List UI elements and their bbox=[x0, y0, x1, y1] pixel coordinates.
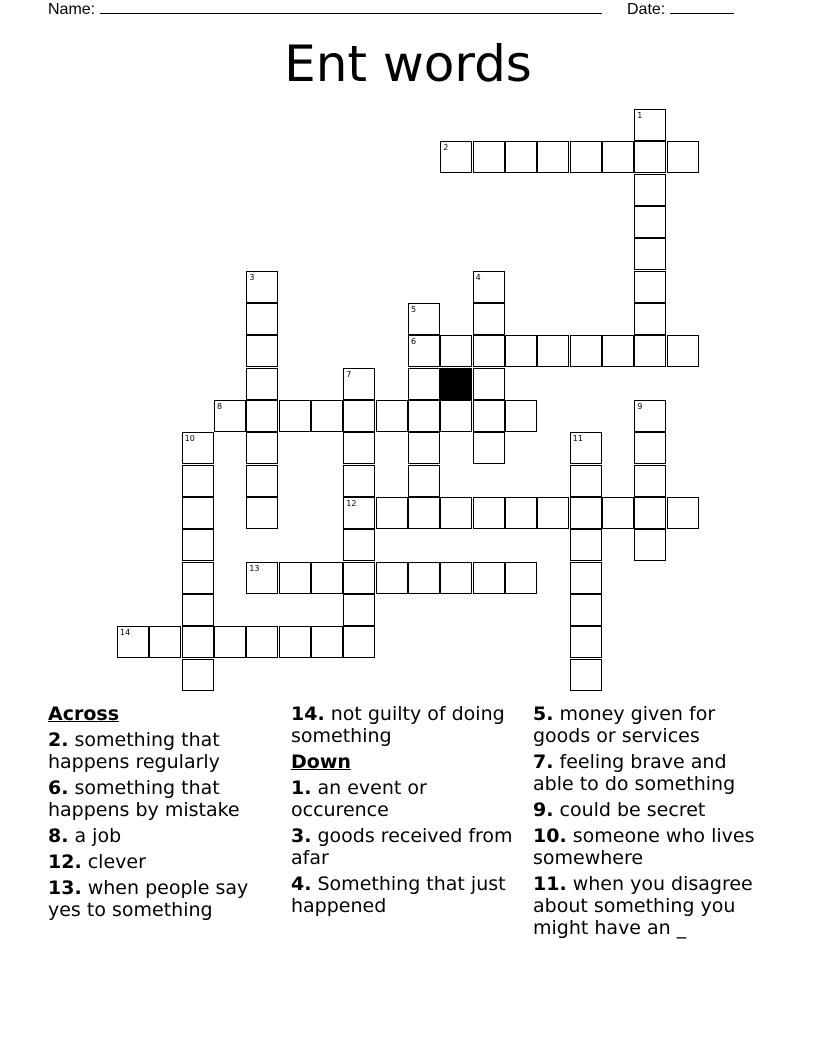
grid-cell[interactable] bbox=[408, 368, 440, 400]
across-heading: Across bbox=[48, 703, 120, 725]
grid-cell[interactable] bbox=[570, 594, 602, 626]
clue-text: an event or occurence bbox=[291, 777, 427, 821]
grid-cell[interactable] bbox=[634, 432, 666, 464]
grid-cell[interactable] bbox=[602, 141, 634, 173]
grid-cell[interactable] bbox=[376, 497, 408, 529]
grid-cell[interactable] bbox=[570, 465, 602, 497]
grid-cell[interactable] bbox=[505, 141, 537, 173]
cell-number: 8 bbox=[216, 401, 223, 411]
grid-cell[interactable] bbox=[343, 465, 375, 497]
grid-cell[interactable] bbox=[408, 335, 440, 367]
grid-cell[interactable] bbox=[246, 271, 278, 303]
grid-cell[interactable] bbox=[634, 141, 666, 173]
grid-cell[interactable] bbox=[182, 497, 214, 529]
cell-number: 5 bbox=[410, 304, 417, 314]
clue-across-12 bbox=[48, 851, 286, 873]
grid-cell[interactable] bbox=[667, 141, 699, 173]
clue-across-13 bbox=[48, 877, 286, 921]
grid-cell[interactable] bbox=[570, 335, 602, 367]
grid-cell[interactable] bbox=[408, 497, 440, 529]
clue-across-6 bbox=[48, 777, 286, 821]
grid-cell[interactable] bbox=[408, 465, 440, 497]
grid-cell[interactable] bbox=[246, 432, 278, 464]
grid-cell[interactable] bbox=[570, 562, 602, 594]
grid-cell[interactable] bbox=[246, 562, 278, 594]
grid-cell[interactable] bbox=[149, 626, 181, 658]
grid-cell[interactable] bbox=[214, 400, 246, 432]
page-title: Ent words bbox=[284, 35, 532, 93]
clue-number: 9. bbox=[533, 799, 554, 821]
clue-text: someone who lives somewhere bbox=[533, 825, 755, 869]
grid-cell[interactable] bbox=[473, 497, 505, 529]
grid-cell[interactable] bbox=[279, 562, 311, 594]
grid-cell[interactable] bbox=[634, 174, 666, 206]
grid-cell[interactable] bbox=[182, 594, 214, 626]
grid-cell[interactable] bbox=[343, 529, 375, 561]
grid-cell[interactable] bbox=[182, 465, 214, 497]
clue-down-4 bbox=[291, 873, 529, 917]
cell-number: 1 bbox=[637, 111, 643, 120]
clue-number: 6. bbox=[48, 777, 69, 799]
cell-number: 11 bbox=[572, 434, 583, 444]
grid-cell[interactable] bbox=[602, 497, 634, 529]
clue-text: could be secret bbox=[559, 799, 706, 821]
black-cell bbox=[440, 368, 472, 400]
grid-cell[interactable] bbox=[570, 497, 602, 529]
grid-cell[interactable] bbox=[570, 626, 602, 658]
grid-cell[interactable] bbox=[343, 562, 375, 594]
clue-number: 10. bbox=[533, 825, 567, 847]
clue-across-2 bbox=[48, 729, 286, 773]
grid-cell[interactable] bbox=[505, 562, 537, 594]
grid-cell[interactable] bbox=[473, 368, 505, 400]
grid-cell[interactable] bbox=[537, 141, 569, 173]
grid-cell[interactable] bbox=[537, 335, 569, 367]
grid-cell[interactable] bbox=[634, 497, 666, 529]
clue-across-8 bbox=[48, 825, 286, 847]
clue-text: when people say yes to something bbox=[48, 877, 249, 921]
clue-number: 7. bbox=[533, 751, 554, 773]
grid-cell[interactable] bbox=[537, 497, 569, 529]
clue-down-7 bbox=[533, 751, 771, 795]
clue-number: 12. bbox=[48, 851, 82, 873]
grid-cell[interactable] bbox=[473, 562, 505, 594]
grid-cell[interactable] bbox=[376, 562, 408, 594]
grid-cell[interactable] bbox=[246, 497, 278, 529]
cell-number: 2 bbox=[443, 143, 449, 153]
clue-number: 13. bbox=[48, 877, 82, 899]
grid-cell[interactable] bbox=[570, 529, 602, 561]
clue-down-5 bbox=[533, 703, 771, 747]
clue-text: Something that just happened bbox=[291, 873, 506, 917]
grid-cell[interactable] bbox=[505, 497, 537, 529]
grid-cell[interactable] bbox=[667, 335, 699, 367]
grid-cell[interactable] bbox=[505, 335, 537, 367]
grid-cell[interactable] bbox=[182, 562, 214, 594]
clue-number: 3. bbox=[291, 825, 312, 847]
grid-cell[interactable] bbox=[246, 400, 278, 432]
grid-cell[interactable] bbox=[570, 432, 602, 464]
cell-number: 10 bbox=[184, 434, 195, 444]
grid-cell[interactable] bbox=[505, 400, 537, 432]
grid-cell[interactable] bbox=[246, 335, 278, 367]
grid-cell[interactable] bbox=[246, 368, 278, 400]
grid-cell[interactable] bbox=[182, 432, 214, 464]
grid-cell[interactable] bbox=[634, 109, 666, 141]
clue-across-14 bbox=[291, 703, 529, 747]
clue-down-10 bbox=[533, 825, 771, 869]
clue-text: clever bbox=[87, 851, 146, 873]
clue-number: 14. bbox=[291, 703, 325, 725]
grid-cell[interactable] bbox=[343, 432, 375, 464]
clue-number: 4. bbox=[291, 873, 312, 895]
grid-cell[interactable] bbox=[279, 626, 311, 658]
clue-column-3 bbox=[533, 703, 771, 943]
grid-cell[interactable] bbox=[343, 400, 375, 432]
clue-column-2 bbox=[291, 703, 529, 921]
grid-cell[interactable] bbox=[634, 465, 666, 497]
grid-cell[interactable] bbox=[246, 465, 278, 497]
grid-cell[interactable] bbox=[182, 659, 214, 691]
clue-text: not guilty of doing something bbox=[291, 703, 505, 747]
cell-number: 6 bbox=[410, 337, 417, 347]
grid-cell[interactable] bbox=[246, 626, 278, 658]
grid-cell[interactable] bbox=[279, 400, 311, 432]
grid-cell[interactable] bbox=[440, 497, 472, 529]
cell-number: 14 bbox=[120, 628, 131, 638]
clue-number: 8. bbox=[48, 825, 69, 847]
grid-cell[interactable] bbox=[440, 400, 472, 432]
grid-cell[interactable] bbox=[343, 368, 375, 400]
clue-text: something that happens regularly bbox=[48, 729, 220, 773]
grid-cell[interactable] bbox=[473, 335, 505, 367]
grid-cell[interactable] bbox=[570, 659, 602, 691]
clue-text: money given for goods or services bbox=[533, 703, 716, 747]
grid-cell[interactable] bbox=[473, 303, 505, 335]
cell-number: 13 bbox=[249, 563, 260, 573]
grid-cell[interactable] bbox=[634, 206, 666, 238]
grid-cell[interactable] bbox=[311, 400, 343, 432]
clue-down-9 bbox=[533, 799, 771, 821]
grid-cell[interactable] bbox=[408, 400, 440, 432]
grid-cell[interactable] bbox=[634, 271, 666, 303]
clue-text: when you disagree about something you might have an _ bbox=[533, 873, 753, 939]
grid-cell[interactable] bbox=[634, 303, 666, 335]
grid-cell[interactable] bbox=[376, 400, 408, 432]
grid-cell[interactable] bbox=[473, 271, 505, 303]
cell-number: 9 bbox=[637, 401, 643, 411]
grid-cell[interactable] bbox=[311, 626, 343, 658]
clue-text: something that happens by mistake bbox=[48, 777, 240, 821]
name-label: Name: bbox=[48, 1, 96, 18]
grid-cell[interactable] bbox=[408, 432, 440, 464]
grid-cell[interactable] bbox=[311, 562, 343, 594]
clue-down-3 bbox=[291, 825, 529, 869]
grid-cell[interactable] bbox=[473, 141, 505, 173]
grid-cell[interactable] bbox=[473, 432, 505, 464]
clue-number: 1. bbox=[291, 777, 312, 799]
grid-cell[interactable] bbox=[246, 303, 278, 335]
cell-number: 3 bbox=[249, 272, 255, 282]
clue-text: feeling brave and able to do something bbox=[533, 751, 736, 795]
grid-cell[interactable] bbox=[117, 626, 149, 658]
date-label: Date: bbox=[627, 1, 666, 18]
grid-cell[interactable] bbox=[634, 335, 666, 367]
clue-number: 11. bbox=[533, 873, 567, 895]
grid-cell[interactable] bbox=[440, 335, 472, 367]
grid-cell[interactable] bbox=[408, 303, 440, 335]
clue-text: goods received from afar bbox=[291, 825, 513, 869]
grid-cell[interactable] bbox=[440, 562, 472, 594]
grid-cell[interactable] bbox=[634, 400, 666, 432]
grid-cell[interactable] bbox=[634, 529, 666, 561]
clue-text: a job bbox=[74, 825, 122, 847]
grid-cell[interactable] bbox=[473, 400, 505, 432]
clue-number: 5. bbox=[533, 703, 554, 725]
clue-column-1 bbox=[48, 703, 286, 925]
cell-number: 7 bbox=[346, 369, 352, 379]
grid-cell[interactable] bbox=[214, 626, 246, 658]
grid-cell[interactable] bbox=[440, 141, 472, 173]
grid-cell[interactable] bbox=[182, 626, 214, 658]
cell-number: 4 bbox=[475, 272, 481, 282]
clue-number: 2. bbox=[48, 729, 69, 751]
clue-down-11 bbox=[533, 873, 771, 939]
grid-cell[interactable] bbox=[570, 141, 602, 173]
grid-cell[interactable] bbox=[343, 626, 375, 658]
cell-number: 12 bbox=[346, 498, 357, 508]
grid-cell[interactable] bbox=[634, 238, 666, 270]
grid-cell[interactable] bbox=[602, 335, 634, 367]
grid-cell[interactable] bbox=[182, 529, 214, 561]
grid-cell[interactable] bbox=[667, 497, 699, 529]
clue-down-1 bbox=[291, 777, 529, 821]
down-heading: Down bbox=[291, 751, 351, 773]
grid-cell[interactable] bbox=[343, 497, 375, 529]
grid-cell[interactable] bbox=[343, 594, 375, 626]
grid-cell[interactable] bbox=[408, 562, 440, 594]
